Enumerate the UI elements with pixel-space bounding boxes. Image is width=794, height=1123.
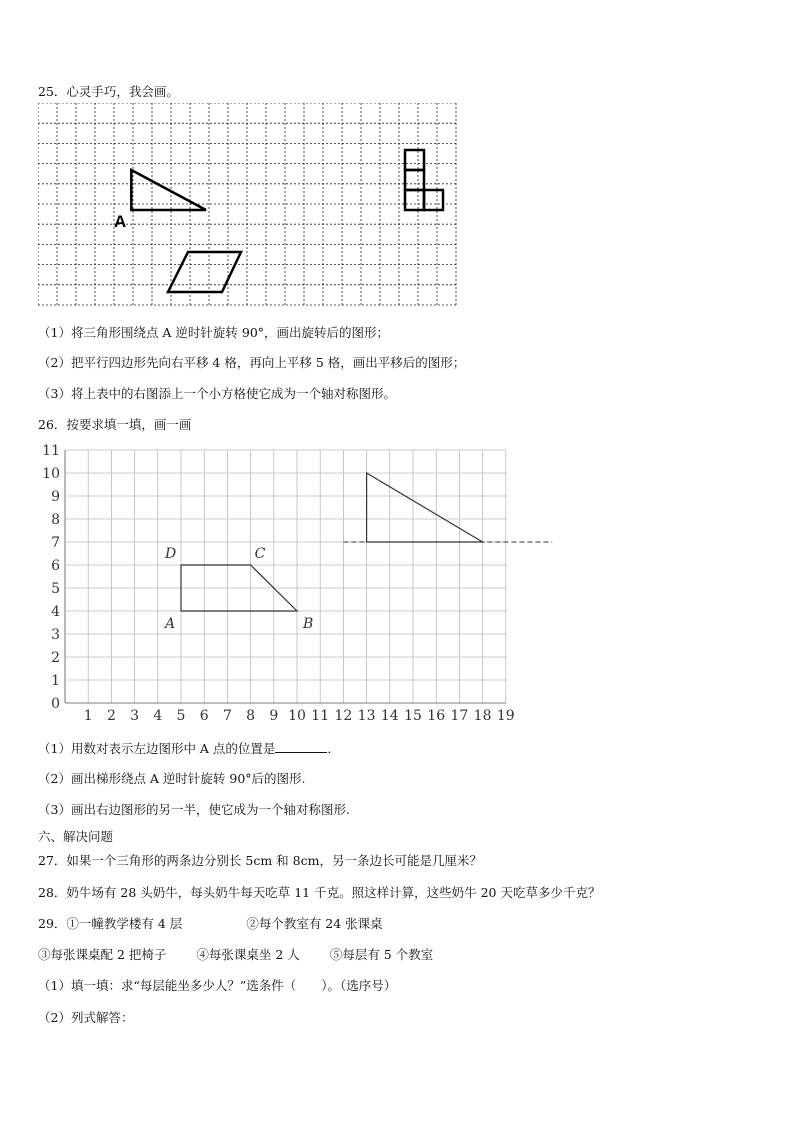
condition-4: ④每张课桌坐 2 人 (196, 947, 300, 962)
condition-1: 29．①一幢教学楼有 4 层 (38, 916, 183, 931)
x-tick-label: 4 (153, 708, 163, 724)
y-tick-label: 10 (42, 466, 60, 482)
x-tick-label: 19 (496, 708, 515, 724)
x-tick-label: 9 (269, 708, 279, 724)
q27-text: 27．如果一个三角形的两条边分别长 5cm 和 8cm，另一条边长可能是几厘米？ (38, 853, 482, 868)
q26-grid-lines (65, 450, 506, 703)
x-tick-label: 2 (106, 708, 116, 724)
q29-fill: （1）填一填：求“每层能坐多少人？”选条件（ ）。（选序号） (38, 978, 397, 993)
y-tick-label: 6 (51, 558, 60, 574)
q25-grid-lines (38, 103, 456, 305)
x-tick-label: 14 (380, 708, 399, 724)
q26-coordinate-grid (36, 438, 566, 728)
y-tick-label: 0 (51, 696, 60, 712)
y-tick-label: 11 (42, 443, 60, 459)
point-label-d: D (165, 546, 177, 562)
x-tick-label: 17 (450, 708, 469, 724)
x-tick-label: 7 (222, 708, 232, 724)
point-label-b: B (303, 616, 314, 632)
q29-conditions-row-2 (38, 947, 433, 963)
x-tick-label: 8 (246, 708, 256, 724)
q26-step-3: （3）画出右边图形的另一半，使它成为一个轴对称图形. (38, 802, 350, 817)
q26-step-2: （2）画出梯形绕点 A 逆时针旋转 90°后的图形. (38, 771, 306, 786)
condition-2: ②每个教室有 24 张课桌 (246, 916, 383, 931)
condition-5: ⑤每层有 5 个教室 (329, 947, 434, 962)
q26-step-1-text: （1）用数对表示左边图形中 A 点的位置是 (38, 741, 276, 756)
parallelogram-shape (168, 252, 241, 292)
triangle-shape (367, 473, 483, 542)
x-tick-label: 6 (199, 708, 209, 724)
x-tick-label: 5 (176, 708, 186, 724)
point-label-a: A (165, 616, 176, 632)
x-tick-label: 16 (427, 708, 446, 724)
x-tick-label: 1 (83, 708, 93, 724)
y-tick-label: 4 (51, 604, 60, 620)
q26-title: 26．按要求填一填，画一画 (38, 417, 192, 432)
x-tick-label: 11 (311, 708, 330, 724)
y-tick-label: 7 (51, 535, 60, 551)
x-tick-label: 18 (473, 708, 492, 724)
y-tick-label: 1 (51, 673, 60, 689)
y-tick-label: 5 (51, 581, 60, 597)
q29-solve: （2）列式解答： (38, 1010, 134, 1025)
q26-step-1 (38, 740, 340, 757)
y-tick-label: 2 (51, 650, 60, 666)
point-a-label: A (114, 212, 127, 231)
answer-blank[interactable] (275, 740, 327, 753)
x-tick-label: 13 (357, 708, 376, 724)
y-tick-label: 3 (51, 627, 60, 643)
q25-title: 25．心灵手巧，我会画。 (38, 84, 179, 99)
x-tick-label: 10 (288, 708, 306, 724)
point-label-c: C (254, 546, 266, 562)
q29-conditions-row-1 (38, 916, 383, 932)
x-tick-labels (84, 708, 515, 724)
q28-text: 28．奶牛场有 28 头奶牛，每头奶牛每天吃草 11 千克。照这样计算，这些奶牛 20 天吃草多少千克？ (38, 885, 601, 900)
q25-step-3: （3）将上表中的右图添上一个小方格使它成为一个轴对称图形。 (38, 386, 396, 401)
condition-3: ③每张课桌配 2 把椅子 (38, 947, 167, 962)
y-tick-label: 8 (51, 512, 60, 528)
q25-step-2: （2）把平行四边形先向右平移 4 格，再向上平移 5 格，画出平移后的图形； (38, 355, 466, 370)
q25-grid (38, 103, 464, 315)
q25-step-1: （1）将三角形围绕点 A 逆时针旋转 90°，画出旋转后的图形； (38, 325, 390, 340)
x-tick-label: 12 (334, 708, 353, 724)
section-heading: 六、解决问题 (38, 829, 114, 844)
x-tick-label: 15 (404, 708, 422, 724)
q26-step-1-end: ． (327, 741, 340, 756)
y-tick-labels (42, 443, 60, 712)
x-tick-label: 3 (130, 708, 140, 724)
y-tick-label: 9 (51, 489, 60, 505)
